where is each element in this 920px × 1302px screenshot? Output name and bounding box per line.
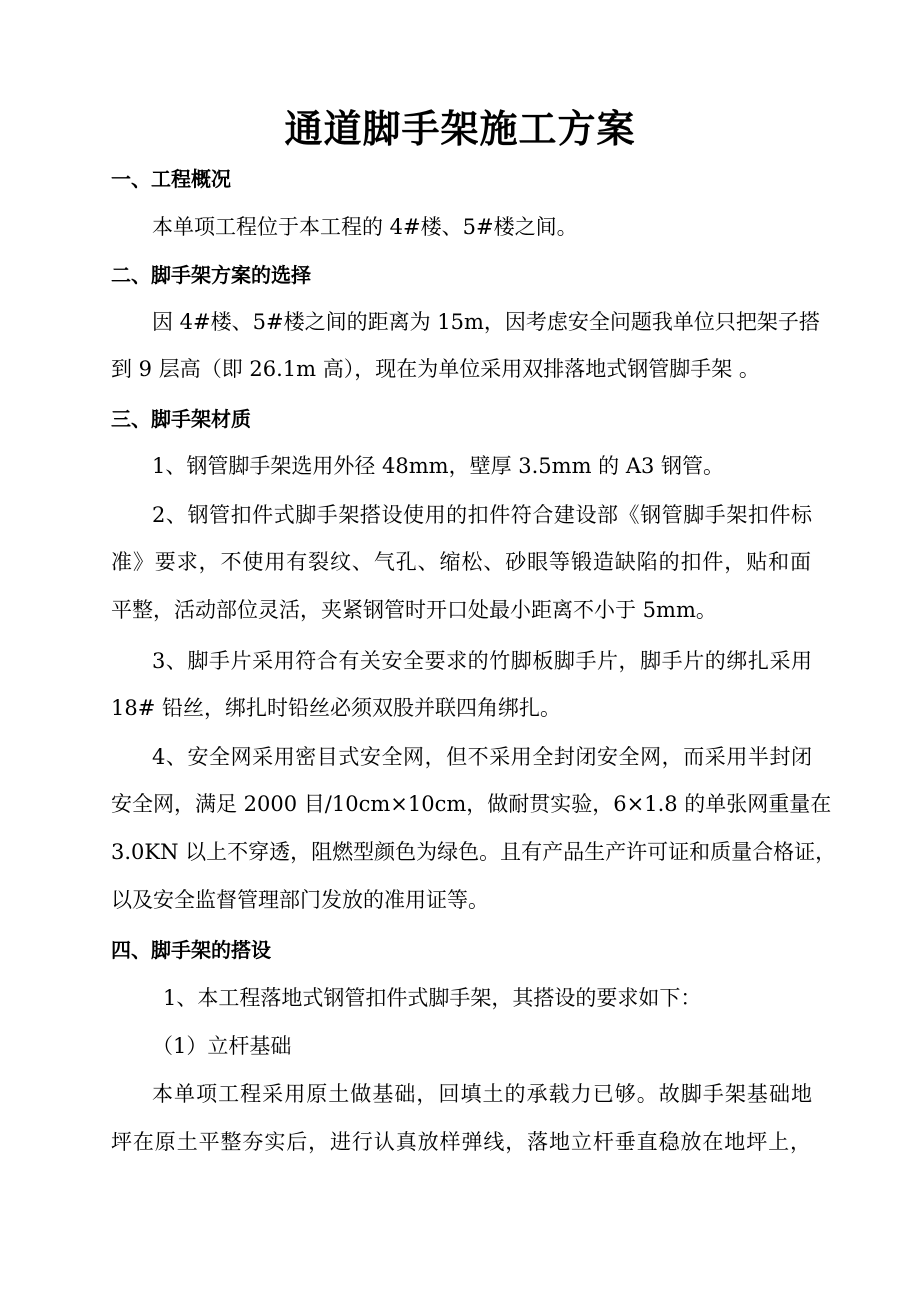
section-heading-scaffold-selection: 二、脚手架方案的选择	[111, 263, 311, 287]
document-title: 通道脚手架施工方案	[284, 106, 636, 151]
paragraph-line: 1、钢管脚手架选用外径 48mm，壁厚 3.5mm 的 A3 钢管。	[152, 454, 725, 478]
paragraph-line: 到 9 层高（即 26.1m 高），现在为单位采用双排落地式钢管脚手架 。	[111, 357, 760, 381]
paragraph-line: 坪在原土平整夯实后，进行认真放样弹线，落地立杆垂直稳放在地坪上，	[111, 1130, 811, 1154]
section-heading-scaffold-erection: 四、脚手架的搭设	[111, 938, 271, 962]
paragraph-line: 3、脚手片采用符合有关安全要求的竹脚板脚手片，脚手片的绑扎采用	[152, 649, 812, 673]
section-heading-overview: 一、工程概况	[111, 167, 231, 191]
paragraph-line: 2、钢管扣件式脚手架搭设使用的扣件符合建设部《钢管脚手架扣件标	[152, 503, 812, 527]
subheading-pole-foundation: （1）立杆基础	[152, 1034, 292, 1058]
paragraph-line: 安全网，满足 2000 目/10cm×10cm，做耐贯实验，6×1.8 的单张网重量在	[111, 792, 832, 816]
paragraph-line: 1、本工程落地式钢管扣件式脚手架，其搭设的要求如下：	[163, 986, 702, 1010]
paragraph-line: 本单项工程采用原土做基础，回填土的承载力已够。故脚手架基础地	[152, 1082, 812, 1106]
paragraph-line: 准》要求，不使用有裂纹、气孔、缩松、砂眼等锻造缺陷的扣件，贴和面	[111, 550, 811, 574]
paragraph-line: 3.0KN 以上不穿透，阻燃型颜色为绿色。且有产品生产许可证和质量合格证，	[111, 840, 837, 864]
paragraph-line: 以及安全监督管理部门发放的准用证等。	[111, 888, 489, 912]
paragraph-line: 本单项工程位于本工程的 4#楼、5#楼之间。	[152, 215, 578, 239]
paragraph-line: 18# 铅丝，绑扎时铅丝必须双股并联四角绑扎。	[111, 696, 561, 720]
paragraph-line: 因 4#楼、5#楼之间的距离为 15m，因考虑安全问题我单位只把架子搭	[152, 310, 820, 334]
paragraph-line: 4、安全网采用密目式安全网，但不采用全封闭安全网，而采用半封闭	[152, 745, 812, 769]
paragraph-line: 平整，活动部位灵活，夹紧钢管时开口处最小距离不小于 5mm。	[111, 598, 717, 622]
section-heading-scaffold-material: 三、脚手架材质	[111, 407, 251, 431]
